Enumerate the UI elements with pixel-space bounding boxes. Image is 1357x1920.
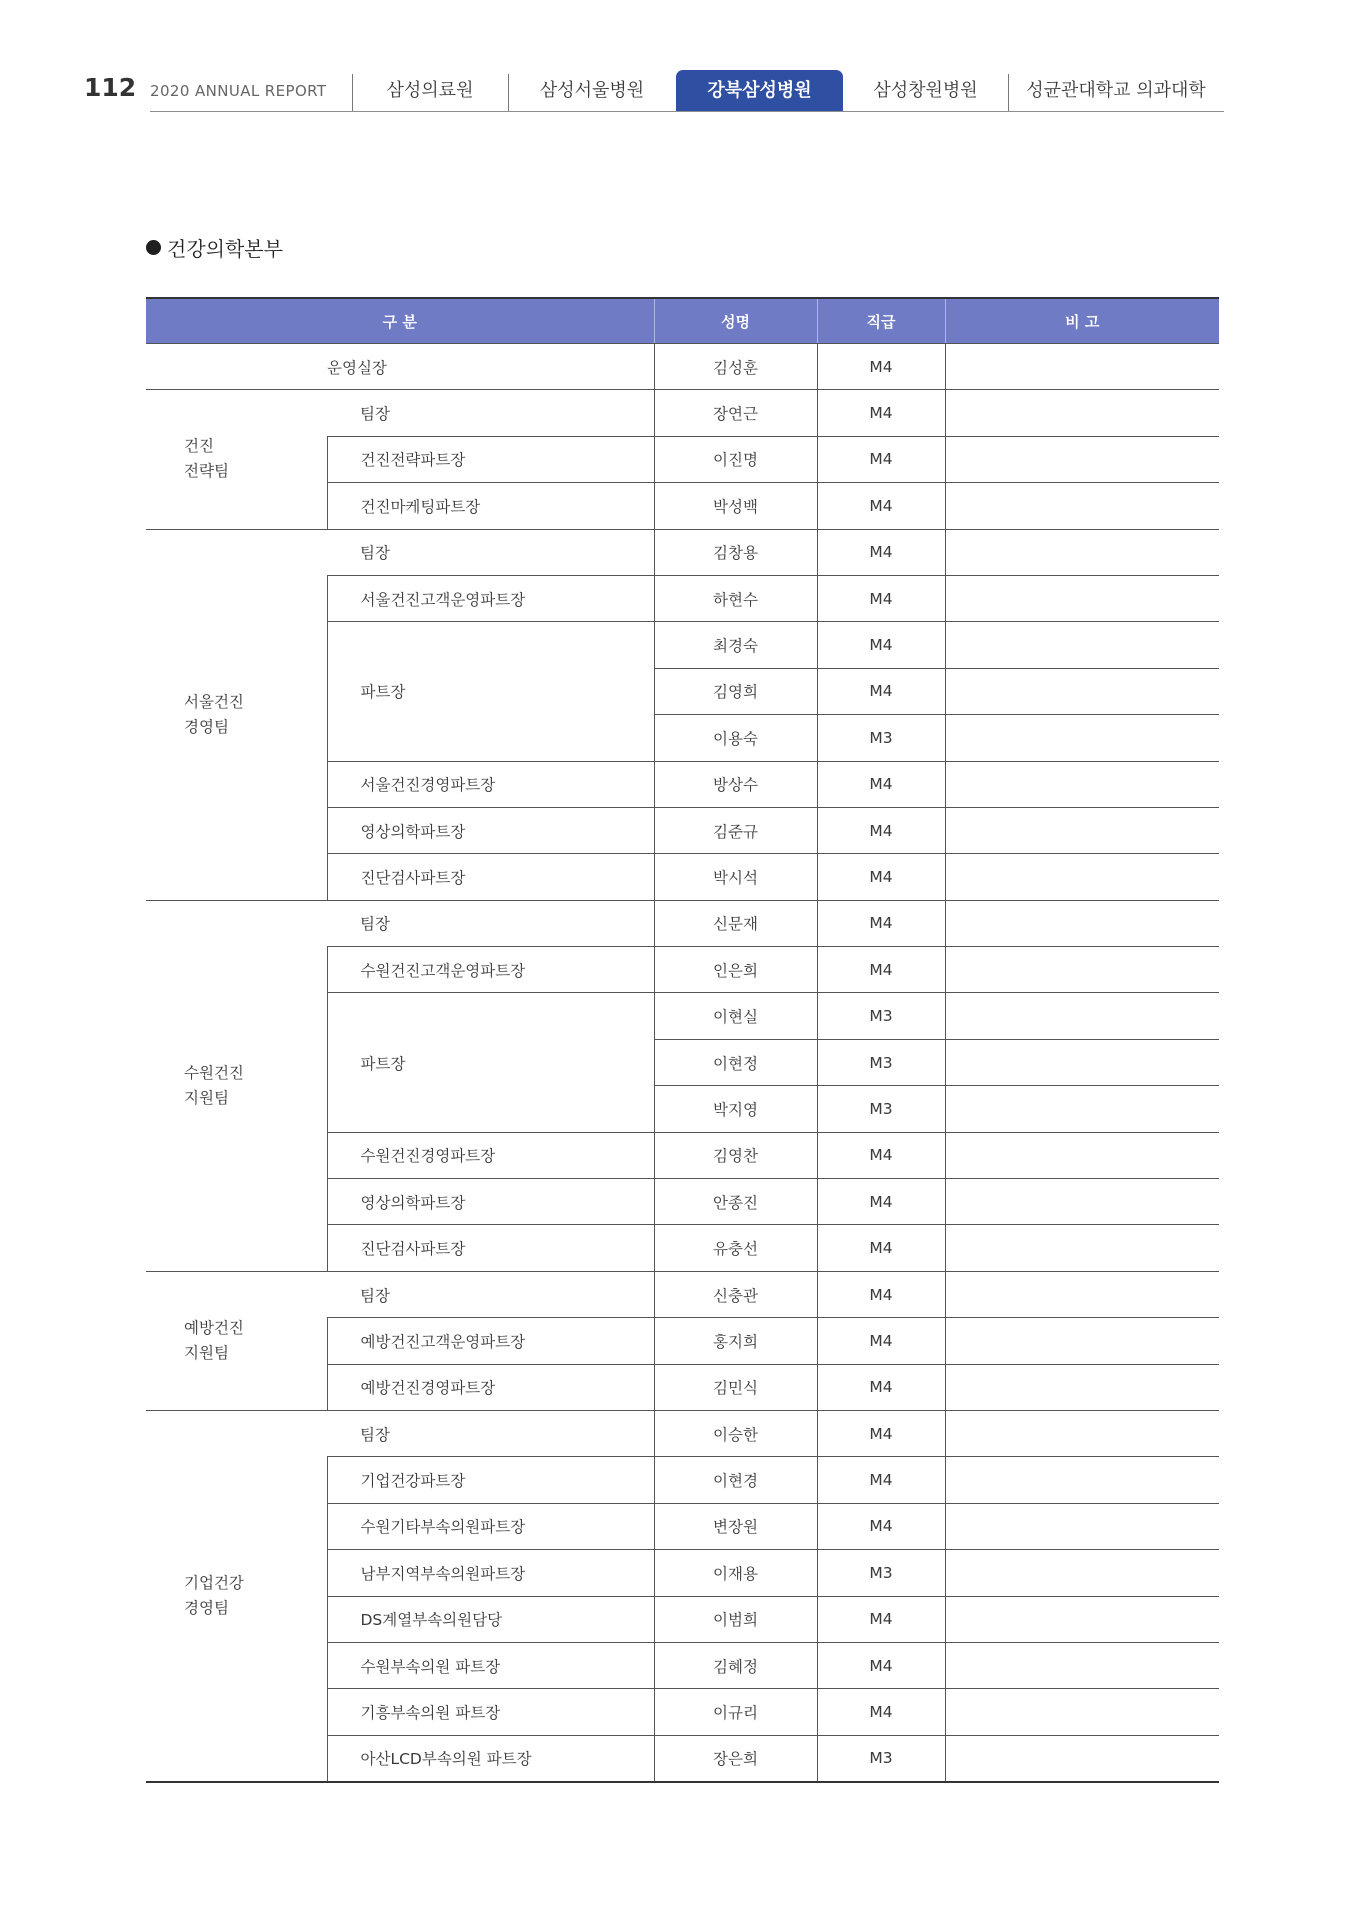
role-cell: DS계열부속의원담당 bbox=[327, 1596, 654, 1642]
grade-cell: M4 bbox=[817, 668, 945, 714]
grade-cell: M3 bbox=[817, 1735, 945, 1782]
grade-cell: M4 bbox=[817, 854, 945, 900]
role-cell: 파트장 bbox=[327, 993, 654, 1132]
note-cell bbox=[945, 436, 1219, 482]
grade-cell: M4 bbox=[817, 1596, 945, 1642]
name-cell: 이범희 bbox=[654, 1596, 817, 1642]
organization-table bbox=[146, 297, 1219, 1783]
grade-cell: M4 bbox=[817, 1689, 945, 1735]
name-cell: 박시석 bbox=[654, 854, 817, 900]
name-cell: 김성훈 bbox=[654, 344, 817, 390]
name-cell: 이규리 bbox=[654, 1689, 817, 1735]
tab-skku-school-of-medicine: 성균관대학교 의과대학 bbox=[1008, 70, 1224, 111]
note-cell bbox=[945, 1735, 1219, 1782]
column-header-name: 성명 bbox=[654, 298, 817, 344]
team-name-cell bbox=[146, 529, 327, 900]
role-cell: 팀장 bbox=[327, 900, 654, 946]
name-cell: 홍지희 bbox=[654, 1318, 817, 1364]
name-cell: 이현정 bbox=[654, 1039, 817, 1085]
note-cell bbox=[945, 483, 1219, 529]
note-cell bbox=[945, 1410, 1219, 1456]
name-cell: 유충선 bbox=[654, 1225, 817, 1271]
role-cell: 팀장 bbox=[327, 1410, 654, 1456]
name-cell: 방상수 bbox=[654, 761, 817, 807]
name-cell: 장연근 bbox=[654, 390, 817, 436]
team-name-line: 서울건진 bbox=[184, 692, 244, 711]
page-number: 112 bbox=[84, 73, 137, 102]
role-cell: 영상의학파트장 bbox=[327, 807, 654, 853]
note-cell bbox=[945, 993, 1219, 1039]
note-cell bbox=[945, 1642, 1219, 1688]
name-cell: 김영찬 bbox=[654, 1132, 817, 1178]
tab-samsung-changwon-hospital: 삼성창원병원 bbox=[873, 80, 978, 101]
role-cell: 팀장 bbox=[327, 1271, 654, 1317]
column-header-category: 구 분 bbox=[146, 298, 654, 344]
note-cell bbox=[945, 854, 1219, 900]
team-name-line: 경영팀 bbox=[184, 717, 229, 736]
name-cell: 김창용 bbox=[654, 529, 817, 575]
bullet-icon bbox=[146, 240, 161, 255]
team-name-line: 수원건진 bbox=[184, 1063, 244, 1082]
grade-cell: M3 bbox=[817, 1550, 945, 1596]
grade-cell: M4 bbox=[817, 622, 945, 668]
table-row bbox=[146, 1410, 1219, 1456]
team-name-line: 예방건진 bbox=[184, 1318, 244, 1337]
name-cell: 박성백 bbox=[654, 483, 817, 529]
grade-cell: M4 bbox=[817, 436, 945, 482]
role-cell: 파트장 bbox=[327, 622, 654, 761]
note-cell bbox=[945, 1086, 1219, 1132]
name-cell: 김민식 bbox=[654, 1364, 817, 1410]
note-cell bbox=[945, 1503, 1219, 1549]
name-cell: 변장원 bbox=[654, 1503, 817, 1549]
note-cell bbox=[945, 1271, 1219, 1317]
role-cell: 예방건진경영파트장 bbox=[327, 1364, 654, 1410]
name-cell: 이진명 bbox=[654, 436, 817, 482]
role-cell: 기업건강파트장 bbox=[327, 1457, 654, 1503]
team-name-line: 기업건강 bbox=[184, 1574, 244, 1593]
column-header-grade: 직급 bbox=[817, 298, 945, 344]
team-name-line: 건진 bbox=[184, 437, 214, 456]
name-cell: 신충관 bbox=[654, 1271, 817, 1317]
name-cell: 이용숙 bbox=[654, 715, 817, 761]
name-cell: 안종진 bbox=[654, 1179, 817, 1225]
note-cell bbox=[945, 1179, 1219, 1225]
note-cell bbox=[945, 1457, 1219, 1503]
team-name-line: 지원팀 bbox=[184, 1343, 229, 1362]
role-cell: 아산LCD부속의원 파트장 bbox=[327, 1735, 654, 1782]
note-cell bbox=[945, 1689, 1219, 1735]
grade-cell: M4 bbox=[817, 1271, 945, 1317]
name-cell: 이승한 bbox=[654, 1410, 817, 1456]
name-cell: 김준규 bbox=[654, 807, 817, 853]
name-cell: 하현수 bbox=[654, 575, 817, 621]
note-cell bbox=[945, 761, 1219, 807]
name-cell: 이현경 bbox=[654, 1457, 817, 1503]
grade-cell: M4 bbox=[817, 1503, 945, 1549]
note-cell bbox=[945, 1364, 1219, 1410]
name-cell: 김혜정 bbox=[654, 1642, 817, 1688]
grade-cell: M4 bbox=[817, 483, 945, 529]
tab-samsung-medical-center: 삼성의료원 bbox=[352, 70, 508, 111]
grade-cell: M4 bbox=[817, 900, 945, 946]
note-cell bbox=[945, 344, 1219, 390]
note-cell bbox=[945, 1039, 1219, 1085]
role-cell: 수원부속의원 파트장 bbox=[327, 1642, 654, 1688]
grade-cell: M3 bbox=[817, 1086, 945, 1132]
grade-cell: M4 bbox=[817, 947, 945, 993]
role-cell: 서울건진고객운영파트장 bbox=[327, 575, 654, 621]
grade-cell: M4 bbox=[817, 1364, 945, 1410]
note-cell bbox=[945, 575, 1219, 621]
note-cell bbox=[945, 947, 1219, 993]
role-cell: 예방건진고객운영파트장 bbox=[327, 1318, 654, 1364]
team-name-cell bbox=[146, 900, 327, 1271]
note-cell bbox=[945, 1550, 1219, 1596]
role-cell: 진단검사파트장 bbox=[327, 1225, 654, 1271]
role-cell: 영상의학파트장 bbox=[327, 1179, 654, 1225]
note-cell bbox=[945, 1318, 1219, 1364]
grade-cell: M4 bbox=[817, 1410, 945, 1456]
tab-kangbuk-samsung-hospital: 강북삼성병원 bbox=[676, 70, 843, 111]
team-name-cell bbox=[146, 1410, 327, 1782]
name-cell: 최경숙 bbox=[654, 622, 817, 668]
note-cell bbox=[945, 807, 1219, 853]
role-cell: 수원기타부속의원파트장 bbox=[327, 1503, 654, 1549]
note-cell bbox=[945, 668, 1219, 714]
role-cell: 건진전략파트장 bbox=[327, 436, 654, 482]
grade-cell: M4 bbox=[817, 1225, 945, 1271]
grade-cell: M4 bbox=[817, 344, 945, 390]
role-cell: 팀장 bbox=[327, 529, 654, 575]
name-cell: 장은희 bbox=[654, 1735, 817, 1782]
note-cell bbox=[945, 715, 1219, 761]
header-divider bbox=[150, 111, 1224, 112]
role-cell: 운영실장 bbox=[146, 344, 654, 390]
name-cell: 이재용 bbox=[654, 1550, 817, 1596]
note-cell bbox=[945, 1596, 1219, 1642]
note-cell bbox=[945, 390, 1219, 436]
team-name-cell bbox=[146, 390, 327, 529]
role-cell: 기흥부속의원 파트장 bbox=[327, 1689, 654, 1735]
name-cell: 김영희 bbox=[654, 668, 817, 714]
note-cell bbox=[945, 529, 1219, 575]
table-row bbox=[146, 344, 1219, 390]
grade-cell: M4 bbox=[817, 761, 945, 807]
grade-cell: M3 bbox=[817, 993, 945, 1039]
name-cell: 신문재 bbox=[654, 900, 817, 946]
section-title-text: 건강의학본부 bbox=[167, 236, 283, 261]
table-header-row bbox=[146, 298, 1219, 344]
section-title bbox=[146, 233, 283, 261]
grade-cell: M4 bbox=[817, 1179, 945, 1225]
team-name-line: 전략팀 bbox=[184, 462, 229, 481]
grade-cell: M4 bbox=[817, 529, 945, 575]
role-cell: 남부지역부속의원파트장 bbox=[327, 1550, 654, 1596]
grade-cell: M4 bbox=[817, 575, 945, 621]
role-cell: 건진마케팅파트장 bbox=[327, 483, 654, 529]
table-row bbox=[146, 529, 1219, 575]
team-name-line: 경영팀 bbox=[184, 1599, 229, 1618]
note-cell bbox=[945, 1225, 1219, 1271]
institution-tabs bbox=[352, 70, 1224, 111]
table-row bbox=[146, 1271, 1219, 1317]
team-name-cell bbox=[146, 1271, 327, 1410]
column-header-remarks: 비 고 bbox=[945, 298, 1219, 344]
grade-cell: M4 bbox=[817, 1132, 945, 1178]
team-name-line: 지원팀 bbox=[184, 1088, 229, 1107]
note-cell bbox=[945, 900, 1219, 946]
role-cell: 수원건진경영파트장 bbox=[327, 1132, 654, 1178]
grade-cell: M4 bbox=[817, 807, 945, 853]
note-cell bbox=[945, 1132, 1219, 1178]
table-row bbox=[146, 900, 1219, 946]
report-title: 2020 ANNUAL REPORT bbox=[150, 82, 327, 100]
grade-cell: M3 bbox=[817, 715, 945, 761]
grade-cell: M4 bbox=[817, 1642, 945, 1688]
name-cell: 인은희 bbox=[654, 947, 817, 993]
role-cell: 수원건진고객운영파트장 bbox=[327, 947, 654, 993]
grade-cell: M4 bbox=[817, 390, 945, 436]
note-cell bbox=[945, 622, 1219, 668]
grade-cell: M4 bbox=[817, 1318, 945, 1364]
role-cell: 팀장 bbox=[327, 390, 654, 436]
grade-cell: M3 bbox=[817, 1039, 945, 1085]
name-cell: 이현실 bbox=[654, 993, 817, 1039]
table-body bbox=[146, 344, 1219, 1783]
role-cell: 서울건진경영파트장 bbox=[327, 761, 654, 807]
tab-samsung-seoul-hospital: 삼성서울병원 bbox=[508, 70, 676, 111]
name-cell: 박지영 bbox=[654, 1086, 817, 1132]
grade-cell: M4 bbox=[817, 1457, 945, 1503]
role-cell: 진단검사파트장 bbox=[327, 854, 654, 900]
table-row bbox=[146, 390, 1219, 436]
